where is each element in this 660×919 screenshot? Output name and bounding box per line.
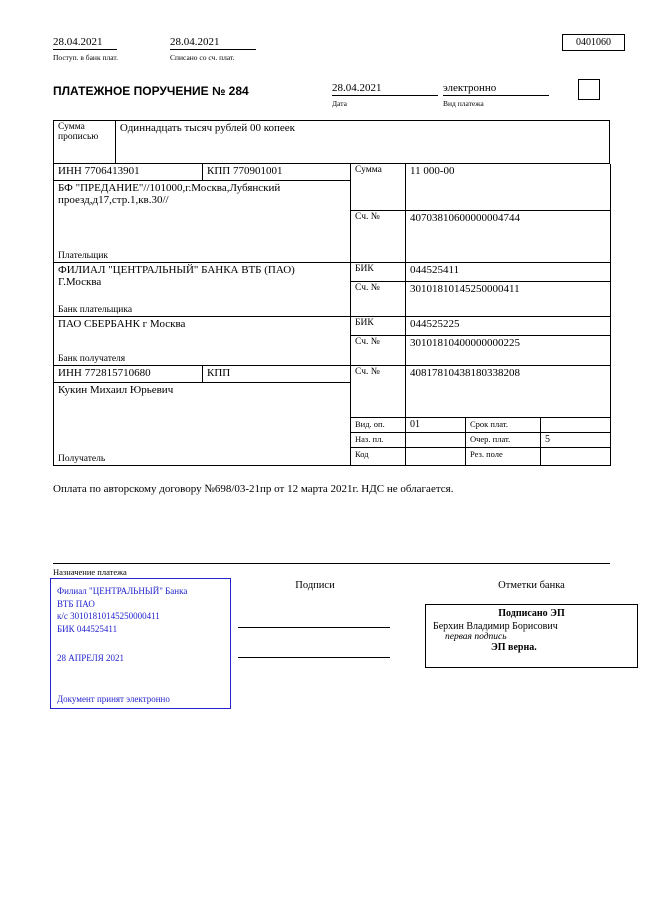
page-title: ПЛАТЕЖНОЕ ПОРУЧЕНИЕ № 284 <box>53 84 249 98</box>
payee-bank-account-value: 30101810400000000225 <box>406 336 611 366</box>
payer-kpp: КПП 770901001 <box>203 164 351 181</box>
payer-name: БФ "ПРЕДАНИЕ"//101000,г.Москва,Лубянский проезд,д17,стр.1,кв.30// <box>58 182 281 206</box>
payer-account-value: 40703810600000004744 <box>406 211 611 263</box>
bank-marks-label: Отметки банка <box>498 580 565 591</box>
ep-signed-title: Подписано ЭП <box>498 608 565 619</box>
sum-value: 11 000-00 <box>406 164 611 211</box>
payer-block <box>54 181 351 263</box>
stamp-bik: БИК 044525411 <box>57 623 118 634</box>
payee-bank-bik-value: 044525225 <box>406 317 611 336</box>
date-received-label: Поступ. в банк плат. <box>53 53 118 62</box>
bank-stamp <box>50 578 231 709</box>
purpose-text: Оплата по авторскому договору №698/03-21пр от 12 марта 2021г. НДС не облагается. <box>53 483 454 495</box>
payee-account-value: 40817810438180338208 <box>406 366 611 418</box>
right-column <box>351 164 611 466</box>
purpose-label: Назначение платежа <box>53 567 127 577</box>
signatures-label: Подписи <box>295 580 335 591</box>
payee-account-label: Сч. № <box>351 366 406 418</box>
order-value: 5 <box>541 433 611 448</box>
payer-inn: ИНН 7706413901 <box>54 164 203 181</box>
payer-bank-bik-value: 044525411 <box>406 263 611 282</box>
stamp-footer: Документ принят электронно <box>57 693 170 704</box>
ep-verified-text: ЭП верна. <box>491 642 537 653</box>
reserve-label: Рез. поле <box>466 448 541 466</box>
date-received-value: 28.04.2021 <box>53 36 117 50</box>
payment-form-table <box>53 120 610 466</box>
payer-label: Плательщик <box>58 251 109 261</box>
purpose-code-value <box>406 433 466 448</box>
signature-line-2 <box>238 657 390 658</box>
form-code-box: 0401060 <box>562 34 625 51</box>
stamp-corr-account: к/с 30101810145250000411 <box>57 611 160 621</box>
payee-bank-block <box>54 317 351 366</box>
date-debited-value: 28.04.2021 <box>170 36 256 50</box>
payer-bank-block <box>54 263 351 317</box>
ep-signer-name: Берхин Владимир Борисович <box>433 621 558 632</box>
op-kind-label: Вид. оп. <box>351 418 406 433</box>
code-value <box>406 448 466 466</box>
ep-signer-role: первая подпись <box>445 632 507 642</box>
payer-bank-bik-label: БИК <box>351 263 406 282</box>
order-label: Очер. плат. <box>466 433 541 448</box>
payment-kind-label: Вид платежа <box>443 99 484 108</box>
payer-bank-account-label: Сч. № <box>351 282 406 317</box>
payee-name: Кукин Михаил Юрьевич <box>58 384 174 396</box>
payee-inn: ИНН 772815710680 <box>54 366 203 383</box>
payee-bank-name: ПАО СБЕРБАНК г Москва <box>58 318 186 330</box>
payee-bank-bik-label: БИК <box>351 317 406 336</box>
date-debited-label: Списано со сч. плат. <box>170 53 235 62</box>
signature-line-1 <box>238 627 390 628</box>
electronic-signature-box <box>425 604 638 668</box>
payment-kind-value: электронно <box>443 82 549 96</box>
title-date-label: Дата <box>332 99 347 108</box>
due-value <box>541 418 611 433</box>
payer-bank-account-value: 30101810145250000411 <box>406 282 611 317</box>
payer-bank-label: Банк плательщика <box>58 305 133 315</box>
amount-words-label: Сумма прописью <box>54 121 116 164</box>
code-label: Код <box>351 448 406 466</box>
payee-kpp: КПП <box>203 366 351 383</box>
purpose-code-label: Наз. пл. <box>351 433 406 448</box>
op-kind-value: 01 <box>406 418 466 433</box>
payer-account-label: Сч. № <box>351 211 406 263</box>
reserve-value <box>541 448 611 466</box>
purpose-area <box>53 480 610 564</box>
due-label: Срок плат. <box>466 418 541 433</box>
stamp-bank-name-line1: Филиал "ЦЕНТРАЛЬНЫЙ" Банка <box>57 586 188 596</box>
payee-bank-account-label: Сч. № <box>351 336 406 366</box>
payee-bank-label: Банк получателя <box>58 354 126 364</box>
sum-label: Сумма <box>351 164 406 211</box>
stamp-bank-name-line2: ВТБ ПАО <box>57 598 95 609</box>
status-box <box>578 79 600 100</box>
amount-words-value: Одиннадцать тысяч рублей 00 копеек <box>116 121 610 164</box>
payer-bank-name: ФИЛИАЛ "ЦЕНТРАЛЬНЫЙ" БАНКА ВТБ (ПАО) Г.Москва <box>58 264 295 288</box>
payee-block <box>54 383 351 466</box>
title-date-value: 28.04.2021 <box>332 82 438 96</box>
left-column <box>54 164 351 466</box>
stamp-date: 28 АПРЕЛЯ 2021 <box>57 653 124 663</box>
payee-label: Получатель <box>58 454 106 464</box>
